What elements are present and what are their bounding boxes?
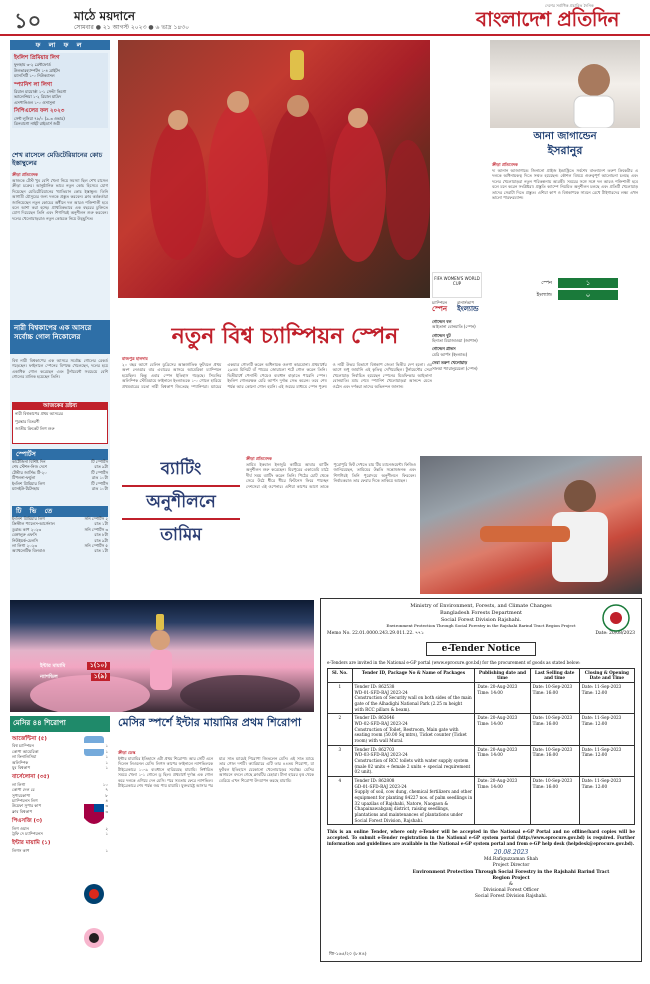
today-box-title: আজকের দ্রষ্টব্য (13, 403, 107, 410)
trophy-row: বিশ্ব চ্যাম্পিয়ন ১ (12, 743, 108, 749)
tv-row: অ্যাথলেটিক বিলবাও রাত ১টা (12, 548, 108, 554)
main-headline: নতুন বিশ্ব চ্যাম্পিয়ন স্পেন (171, 323, 399, 349)
main-story-body: ২০ বছর আগে বেলিন ডুব্রিসের আন্তর্জাতিক ফুটবলে প্রথম অংশ নেওয়ার বার এবারের আসরে আমেরিকা চ্যাম্পিয়ন হয়েছিল। কিন্তু এবার স্পেন ইতিহাস গড়েছে। সিডনির অলিম্পিক স্টেডিয়ামে ফাইনালে ইংল্যান্ডকে ১-০ গোলে হারিয়ে প্রথমবারের মতো নারী বিশ্বকাপ জিতেছে স্প্যানিশরা। ম্যাচের একমাত্র গোলটি করেন অধিনায়ক ওলগা কারমোনা। প্রথমার্ধের ২৯তম মিনিটে বাঁ পায়ের জোরালো শটে গোল করেন তিনি। দ্বিতীয়ার্ধে পেনাল্টি পেয়েও ব্যবধান বাড়াতে পারেনি স্পেন। ইংলিশ গোলরক্ষক মেরি আর্পস দুর্দান্ত সেভ করেন। তবে শেষ পর্যন্ত আর কোনো গোল হয়নি। এই জয়ের মাধ্যমে স্পেন পুরুষ ও নারী উভয় বিভাগে বিশ্বকাপ জেতা দ্বিতীয় দেশ হলো। এর আগে শুধু জার্মানি এই কৃতিত্ব দেখিয়েছিল। টুর্নামেন্টের সেরা খেলোয়াড় নির্বাচিত হয়েছেন স্পেনের মিডফিল্ডার আইতানা বোনমাতি। ম্যাচ শেষে স্প্যানিশ খেলোয়াড়রা আনন্দে মেতে ওঠেন এবং দর্শকরা তাদের অভিনন্দন জানান। (122, 362, 432, 389)
epl-title: ইংলিশ প্রিমিয়ার লিগ (14, 55, 60, 61)
messi-score-badge (40, 662, 110, 681)
players-silhouette-icon (118, 40, 430, 298)
trophy-row: যুব বিশ্বকাপ ১ (12, 764, 108, 770)
tender-dept: Bangladesh Forests Department (440, 609, 522, 616)
barcelona-crest-icon (84, 804, 104, 824)
tender-date: Date: 20/08/2023 (595, 630, 635, 636)
tender-ministry: Ministry of Environment, Forests, and Climate Changes (410, 603, 552, 609)
today-line: পুরস্কার বিতরণী (15, 418, 40, 424)
columnist-name: ইসরানুর (547, 144, 583, 157)
golden-ball-label: গোল্ডেন বল (432, 318, 452, 324)
psg-crest-icon (84, 884, 104, 904)
ad-code: জি-১৬৫/২০ (৮×৪) (329, 951, 367, 957)
trophy-row: অলিম্পিক ১ (12, 759, 108, 765)
trophy-row: উয়েফা সুপার কাপ ৩ (12, 803, 108, 809)
golden-glove-label: গোল্ডেন গ্লাভস (432, 346, 456, 352)
schedule-row: ম্যানইউ-টটেনহাম রাত ১০টা (12, 485, 108, 491)
badge-team2: ন্যাশভিল (40, 673, 58, 680)
columnist-body: দ্য আনান আজাগান্ডে জিনানো প্রাইজ ইন্ডাস্ট্রিতে সর্বশেষ বাংলাদেশ তরুণ ক্রিকেটার এ দলকে অধিনায়কত্ব দিতে সম্মত হয়েছেন। কৌশল বিষয়ে গুরুত্বপূর্ণ আলোচনা চলছে এবং দলের খেলোয়াড়রা নতুন পরিকল্পনায় আগ্রহী। সময়ের সঙ্গে সঙ্গে দল আরও শক্তিশালী হবে বলে মনে করেন সংশ্লিষ্টরা। প্রস্তুতি ক্যাম্পে নিয়মিত অনুশীলন চলছে এবং প্রতিটি খেলোয়াড় তাদের সেরাটা দিতে প্রস্তুত। এশিয়া কাপ ও বিশ্বকাপকে সামনে রেখে টাইগারদের লক্ষ্য এখন ভালো পারফরম্যান্স। (492, 168, 638, 200)
messi-body: ইন্টার মায়ামির ইতিহাসে এটা প্রথম শিরোপা। আর সেটি এনে দিলেন লিওনেল মেসি। লিগস কাপের ফাইনালে ন্যাশভিলকে টাইব্রেকারে ১০-৯ ব্যবধানে হারিয়েছে মায়ামি। নির্ধারিত সময়ে খেলা ১-১ গোলে ড্র ছিল। প্রথমার্ধে দুর্দান্ত এক গোল করে দলকে এগিয়ে দেন মেসি। পরে সমতায় ফেরে ন্যাশভিল। টাইব্রেকারে শেষ পর্যন্ত জয় পায় মায়ামি। যুক্তরাষ্ট্রে আসার পর মাত্র সাত ম্যাচেই শিরোপা জিতলেন মেসি। এই সাত ম্যাচে তার গোল দশটি। ক্যারিয়ারে এটি তার ৪৪তম শিরোপা, যা ফুটবল ইতিহাসে যেকোনো খেলোয়াড়ের সর্বোচ্চ। মেসির আগমনে বদলে গেছে ক্লাবটির চেহারা। টানা হারের বৃত্ত থেকে বেরিয়ে এখন শিরোপা উদযাপন করছে মায়ামি। (118, 756, 314, 788)
badge-score1: ১(১০) (87, 662, 110, 670)
story2-headline: নারী বিশ্বকাপের এক আসরে সর্বোচ্চ গোল নিকোলের (14, 324, 92, 341)
tv-row: ক্রিস্টাল প্যালেস-আর্সেনাল রাত ১টা (12, 521, 108, 527)
messi-trophy-photo (10, 600, 314, 712)
argentina-crest-icon (84, 736, 104, 756)
schedule-row: টিপলনা-ফর্মুলা রাত ১০টা (12, 475, 108, 481)
tender-project: Environment Protection Through Social Forestry in the Rajshahi Barind Tract Region Project (386, 623, 576, 629)
trophy-row: চ্যাম্পিয়নস লিগ ৪ (12, 797, 108, 803)
tender-row: 2 Tender ID: 862646 WD-02-SFD-RAJ 2023-24 Construction of Toilet, Restroom, Main gate with seating room (50.00 Sq mtrs), Ticket counter (Ticket room) with wall Mural. Date: 20-Aug-2023 Time: 14:00 Date: 10-Sep-2023 Time: 16:00 Date: 11-Sep-2023 Time: 12:00 (328, 714, 635, 745)
tv-row: লা লিগা ২০২৩ সনি স্পোর্টস ৫ (12, 542, 108, 548)
club-crests (80, 734, 108, 954)
schedule-row: শেষ স্টেশন-নিজ দেশে রাত ৯টা (12, 464, 108, 470)
tamim-batting-photo (420, 456, 642, 594)
tamim-body: তামিম ইকবাল ইনজুরি কাটিয়ে আবার ব্যাটিং অনুশীলন শুরু করেছেন। মিরপুরের একাডেমি মাঠে দীর্ঘ সময় ব্যাটিং করেন তিনি। পিঠের চোট থেকে সেরে উঠে ধীরে ধীরে ফিটনেস ফিরে পাচ্ছেন দেশসেরা এই ওপেনার। এশিয়া কাপের আগে তাকে পুরোপুরি ফিট দেখতে চায় টিম ম্যানেজমেন্ট। ফিজিও জানিয়েছেন, তামিমের উন্নতি সন্তোষজনক এবং শিগগিরই তিনি পুরোদমে অনুশীলনে ফিরবেন। নির্বাচকরাও তার ফেরার দিকে তাকিয়ে আছেন। (246, 462, 416, 489)
tender-table (327, 668, 635, 826)
badge-score2: ১(৯) (91, 673, 110, 681)
golden-glove-winner: মেরি আর্পস (ইংল্যান্ড) (432, 351, 468, 357)
team1-name: স্পেন (541, 279, 552, 286)
schedule-row: ইংলিশ প্রিমিয়ার লিগ টি স্পোর্টস (12, 480, 108, 486)
page-number: ১০ (14, 8, 42, 33)
tender-memo: Memo No. 22.01.0000.243.29.011.22. ৭৭১ (327, 630, 424, 636)
today-line: নারী বিশ্বকাপের প্রথম আসরের (15, 411, 63, 417)
tender-footnote: This is an online Tender, where only e-Tender will be accepted in the National e-GP Portal and no offline/hard copies will be accepted. To submit e-Tender registration in the National e-GP system portal (http://www.eprocure.gov.bd) is required. Further information and guidelines are available in the National e-GP system portal and from e-GP help desk (helpdesk@eprocure.gov.bd). (327, 829, 635, 846)
epl-line: ফুলহাম ৩-২ ব্রেন্টফোর্ড (14, 62, 51, 68)
cpl-line: সেন্ট লুসিয়া ৭৮/০ (৯.৩ ওভার) (14, 115, 65, 121)
trophy-row: লা লিগা ১০ (12, 781, 108, 787)
golden-boot-label: গোল্ডেন বুট (432, 332, 451, 338)
club-inter-miami: ইন্টার মায়ামি (১) (12, 840, 51, 847)
signer-name: Md.Rafiquzzaman Shah (483, 857, 539, 863)
young-player-winner: সালমা প্যারালুয়েলো (স্পেন) (432, 365, 478, 371)
tender-row: 1 Tender ID: 862538 WD-01-SFD-RAJ 2023-24 Construction of Security wall on both sides of the main gate of the Alhadighi National Park (2.25 m height with RCC pillars & beam). Date: 20-Aug-2023 Time: 14:00 Date: 10-Sep-2023 Time: 16:00 Date: 11-Sep-2023 Time: 12:00 (328, 682, 635, 713)
runner-team: ইংল্যান্ড (457, 305, 479, 314)
tamim-head-line2: অনুশীলনে (146, 491, 216, 512)
messi-headline: মেসির স্পর্শে ইন্টার মায়ামির প্রথম শিরোপা (118, 716, 302, 729)
cpl-line: ত্রিনবাগো নাইট রাইডার্স জয়ী (14, 121, 61, 126)
results-header: ফ লা ফ ল (10, 40, 110, 50)
logo-tagline: দেশের সর্বাধিক প্রচারিত দৈনিক (545, 3, 594, 8)
trophy-row: সুপারকোপা ৮ (12, 792, 108, 798)
story2-body: বিশ্ব নারী বিশ্বকাপের এক আসরে সর্বোচ্চ গোলের রেকর্ড গড়েছেন। ফাইনালে স্পেনের বিপক্ষে খেলেছেন, দলের হয়ে একাধিক গোল করেছেন এবং টুর্নামেন্টে সবচেয়ে বেশি গোলের মালিক হয়েছেন তিনি। (12, 358, 108, 380)
results-box (12, 53, 108, 128)
tender-title: e-Tender Notice (426, 642, 536, 656)
tamim-head-line1: ব্যাটিং (160, 459, 202, 479)
winner-team: স্পেন (432, 305, 448, 314)
schedule-row: টেস্টার জার্সিভ টি-২০ টি স্পোর্টস (12, 469, 108, 475)
team2-score: ০ (558, 290, 618, 300)
signer-and: & (508, 881, 513, 887)
laliga-title: স্প্যানিশ লা লিগা (14, 81, 53, 88)
tamim-author: ক্রীড়া প্রতিবেদক (246, 456, 272, 461)
club-barcelona: বার্সেলোনা (৩৫) (12, 774, 50, 781)
tender-intro: e-Tenders are invited in the National e-GP portal (www.eprocure.gov.bd) for the procurement of goods as stated below: (327, 659, 581, 665)
columnist-portrait-icon (490, 40, 640, 128)
club-argentina: আর্জেন্টিনা (৫) (12, 736, 47, 742)
columnist-photo (490, 40, 640, 128)
tv-row: ডুরান্ড কাপ ২০২৩ সনি স্পোর্টস ৩ (12, 526, 108, 532)
tender-division: Social Forest Division Rajshahi. (440, 616, 522, 623)
signer-title2: Divisional Forest Officer (483, 887, 539, 893)
badge-team1: ইন্টার মায়ামি (40, 662, 66, 669)
team2-name: ইংল্যান্ড (536, 291, 552, 298)
trophy-row: কোপা আমেরিকা ১ (12, 748, 108, 754)
laliga-line: এসপানিওল ১-০ ওসাসুনা (14, 99, 56, 105)
trophy-row: লিগস কাপ ১ (12, 847, 108, 853)
sports-header: স্পোর্টস (12, 449, 108, 460)
tv-row: নিউইয়র্ক-চেলসি রাত ৯টা (12, 537, 108, 543)
laliga-line: ভ্যালেন্সিয়া ১-২ রিয়াল মাদ্রিদ (14, 94, 62, 100)
club-psg: পিএসজি (৩) (12, 818, 43, 825)
section-title: মাঠে ময়দানে (74, 9, 136, 23)
golden-ball-winner: আইতানা বোনমাতি (স্পেন) (432, 324, 476, 330)
spain-celebration-photo (118, 40, 430, 298)
winner-label: চ্যাম্পিয়ন (432, 300, 448, 305)
team1-score: ১ (558, 278, 618, 288)
trophy-row: ট্রফি দে চ্যাম্পিয়নস ১ (12, 830, 108, 836)
epl-line: ম্যানসিটি ১-০ নিউক্যাসল (14, 73, 55, 79)
messi-author: ক্রীড়া ডেস্ক (118, 750, 136, 755)
story1-author: ক্রীড়া প্রতিবেদক (12, 172, 38, 177)
tamim-head-line3: তামিম (160, 524, 202, 545)
today-box (12, 402, 108, 444)
trophies-header: মেসির ৪৪ শিরোপা (10, 716, 110, 732)
awards-panel (432, 300, 542, 371)
story1-headline: শেখ রাসেলে মেডিটেরিয়ানের কোচ ইস্তাম্বুলের (12, 151, 103, 167)
issue-date: সোমবার ● ২১ আগস্ট ২০২৩ ● ৬ ভাদ্র ১৪৩০ (74, 24, 190, 31)
fifa-wwc-logo: FIFA WOMEN'S WORLD CUP (432, 272, 482, 298)
main-story-author: রাজপুত্র হালদার (122, 356, 148, 361)
e-tender-notice (320, 598, 642, 962)
trophy-row: কোপা দেল রে ৭ (12, 787, 108, 793)
tender-header-row: Sl. No. Tender ID, Package No & Name of Packages Publishing date and time Last Selling date and time Closing & Opening Date and Time (328, 668, 635, 682)
signer-project: Environment Protection Through Social Forestry in the Rajshahi Barind Tract Region Project (412, 869, 610, 881)
tv-row: বেঙ্গালুরু এফসি রাত ৮টা (12, 532, 108, 538)
trophy-row: ক্লাব বিশ্বকাপ ৩ (12, 808, 108, 814)
today-line: জাতীয় ক্রিকেট লিগ শুরু (15, 426, 55, 432)
schedule-row: কার্টেজিনা বিশিষ্ট দিন টি স্পোর্টস (12, 459, 108, 464)
story1-body: আজকে টেস্ট খুব বেশি খেলা নিয়ে সমস্যা ছিল শেখ রাসেল ক্রীড়া চক্রের। আনুষ্ঠানিক ভাবে নতুন কোচ হিসেবে যোগ দিয়েছেন মেডিটেরিয়ানের খ্যাতিমান কোচ ইস্তাম্বুল। তিনি আগামী মৌসুমের জন্য দলকে প্রস্তুত করবেন। ক্লাব কর্মকর্তারা জানিয়েছেন নতুন কোচের অধীনে দল আরও শক্তিশালী হবে বলে আশা করা হচ্ছে। প্রাথমিকভাবে এক বছরের চুক্তিতে যোগ দিয়েছেন তিনি এবং শিগগিরই অনুশীলন শুরু করবেন। দলের খেলোয়াড়রাও নতুন কোচকে নিয়ে উচ্ছ্বসিত। (12, 178, 108, 221)
tender-row: 3 Tender ID: 862703 WD-03-SFD-RAJ 2023-24 Construction of RCC toilets with water supply system (male 02 units + female 2 units + special requirement 02 unit). Date: 20-Aug-2023 Time: 14:00 Date: 10-Sep-2023 Time: 16:00 Date: 11-Sep-2023 Time: 12:00 (328, 745, 635, 776)
inter-miami-crest-icon (84, 928, 104, 948)
tv-schedule (12, 516, 108, 554)
newspaper-logo: বাংলাদেশ প্রতিদিন (476, 7, 619, 31)
tv-header: টি ভি তে (12, 506, 108, 517)
runner-label: রানার্সআপ (457, 300, 474, 305)
cpl-title: সিপিএলের ফল ২০২৩ (14, 108, 65, 115)
signer-role: Project Director (492, 863, 530, 869)
trophy-row: লিগ ওয়ান ২ (12, 825, 108, 831)
tamim-headline-block (122, 458, 240, 596)
tv-row: ইংলিশ প্রিমিয়ার লিগ সনি স্পোর্টস ২ (12, 516, 108, 521)
crowd-celebration-icon (10, 600, 314, 712)
trophy-row: লা ফিনালিসিমা ১ (12, 754, 108, 760)
sports-schedule (12, 459, 108, 491)
golden-boot-winner: হিনাতা মিয়াজাওয়া (জাপান) (432, 338, 478, 343)
columnist-title: আনা জাগান্ডেন (533, 131, 597, 142)
signer-division: Social Forest Division Rajshahi. (474, 893, 548, 899)
tender-row: 4 Tender ID: 862808 GD-01-SFD-RAJ 2023-24 Supply of soil, cow dung, chemical fertilizers and other equipment for planting 84227 nos. of palm seedlings in 32 upazilas of Rajshahi, Natore, Naogaon & Chapainawabganj district, raising seedlings, plantations and maintenances of plantations under Social Forest Division, Rajshahi. Date: 20-Aug-2023 Time: 14:00 Date: 10-Sep-2023 Time: 16:00 Date: 11-Sep-2023 Time: 12:00 (328, 776, 635, 824)
batsman-silhouette-icon (420, 456, 642, 594)
laliga-line: রিয়াল মায়োর্কা ১-১ সেল্টা ভিগো (14, 89, 67, 95)
signature-date: 20.08.2023 (493, 849, 529, 857)
bangladesh-govt-seal-icon (601, 603, 631, 633)
epl-line: উলভারহ্যাম্পটন ১-৪ ব্রাইটন (14, 67, 60, 73)
columnist-author: ক্রীড়া প্রতিবেদক (492, 162, 518, 167)
young-player-label: সেরা তরুণ খেলোয়াড় (432, 360, 468, 366)
